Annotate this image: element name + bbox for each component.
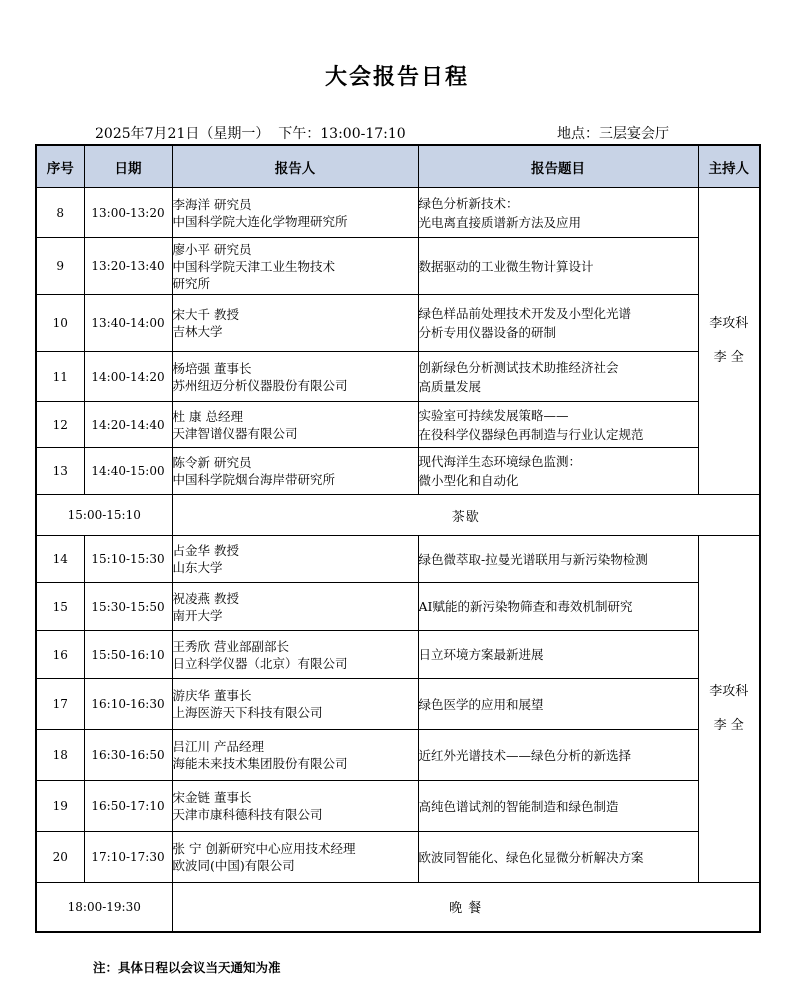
row-time: 14:40-15:00 (84, 448, 172, 495)
row-number: 10 (36, 295, 84, 352)
page-title: 大会报告日程 (324, 65, 469, 90)
schedule-row (36, 730, 760, 781)
schedule-row (36, 295, 760, 352)
col-header-speaker: 报告人 (172, 145, 418, 188)
row-speaker-line: 山东大学 (172, 560, 223, 575)
dinner-label: 晚 餐 (172, 883, 760, 932)
row-topic (418, 536, 698, 583)
row-speaker-line: 王秀欣 营业部副部长 (172, 638, 289, 654)
row-time: 13:20-13:40 (84, 238, 172, 295)
row-speaker (172, 295, 418, 352)
col-header-number: 序号 (36, 145, 84, 188)
row-topic-line: 实验室可持续发展策略—— (418, 407, 569, 423)
row-topic (418, 631, 698, 679)
row-speaker-line: 日立科学仪器（北京）有限公司 (172, 655, 348, 671)
row-speaker-line: 吕江川 产品经理 (172, 739, 264, 754)
row-topic (418, 295, 698, 352)
row-speaker-line: 海能未来技术集团股份有限公司 (172, 756, 348, 771)
row-topic-line: 绿色微萃取-拉曼光谱联用与新污染物检测 (418, 551, 648, 567)
row-time: 15:50-16:10 (84, 631, 172, 679)
row-topic-line: 微小型化和自动化 (418, 473, 519, 488)
row-speaker (172, 402, 418, 448)
row-topic (418, 238, 698, 295)
row-speaker (172, 536, 418, 583)
row-speaker-line: 宋金链 董事长 (172, 790, 252, 805)
row-speaker-line: 杨培强 董事长 (172, 360, 252, 376)
row-time: 13:00-13:20 (84, 188, 172, 238)
row-speaker-line: 上海医游天下科技有限公司 (172, 705, 323, 720)
row-topic-line: 数据驱动的工业微生物计算设计 (418, 258, 594, 274)
row-number: 11 (36, 352, 84, 402)
session-host-line: 李 全 (713, 350, 744, 365)
row-speaker-line: 欧波同(中国)有限公司 (172, 858, 295, 873)
schedule-row (36, 679, 760, 730)
row-topic-line: 现代海洋生态环境绿色监测： (418, 454, 582, 469)
schedule-row (36, 631, 760, 679)
session-host-line: 李攻科 (709, 684, 749, 699)
row-speaker (172, 188, 418, 238)
row-number: 12 (36, 402, 84, 448)
schedule-body (36, 188, 760, 932)
row-speaker-line: 中国科学院烟台海岸带研究所 (172, 472, 336, 487)
row-speaker (172, 583, 418, 631)
row-speaker (172, 631, 418, 679)
row-number: 9 (36, 238, 84, 295)
schedule-row (36, 352, 760, 402)
row-topic-line: AI赋能的新污染物筛查和毒效机制研究 (418, 599, 633, 614)
row-number: 20 (36, 832, 84, 883)
row-topic-line: 绿色医学的应用和展望 (418, 696, 544, 712)
row-number: 15 (36, 583, 84, 631)
row-speaker (172, 832, 418, 883)
row-speaker-line: 研究所 (172, 275, 211, 291)
row-time: 14:00-14:20 (84, 352, 172, 402)
session-host (698, 536, 760, 883)
row-number: 14 (36, 536, 84, 583)
row-speaker-line: 中国科学院大连化学物理研究所 (172, 213, 348, 229)
row-speaker-line: 宋大千 教授 (172, 307, 239, 322)
row-speaker-line: 陈令新 研究员 (172, 455, 252, 470)
row-speaker-line: 吉林大学 (172, 324, 223, 339)
row-topic (418, 679, 698, 730)
session-host-line: 李 全 (713, 718, 744, 733)
row-speaker-line: 廖小平 研究员 (172, 241, 252, 257)
schedule-table (35, 144, 761, 933)
row-topic (418, 583, 698, 631)
row-topic-line: 近红外光谱技术——绿色分析的新选择 (418, 747, 632, 763)
row-speaker (172, 730, 418, 781)
session-host-line: 李攻科 (709, 316, 749, 331)
header-row (36, 145, 760, 188)
row-speaker (172, 679, 418, 730)
row-topic-line: 高纯色谱试剂的智能制造和绿色制造 (418, 798, 619, 814)
row-speaker-line: 张 宁 创新研究中心应用技术经理 (172, 841, 356, 856)
schedule-row (36, 781, 760, 832)
row-topic-line: 光电离直接质谱新方法及应用 (418, 214, 582, 230)
row-topic (418, 352, 698, 402)
row-topic-line: 日立环境方案最新进展 (418, 647, 544, 662)
row-topic-line: 创新绿色分析测试技术助推经济社会 (418, 359, 619, 375)
row-time: 16:50-17:10 (84, 781, 172, 832)
row-number: 16 (36, 631, 84, 679)
row-time: 17:10-17:30 (84, 832, 172, 883)
row-topic (418, 781, 698, 832)
row-number: 13 (36, 448, 84, 495)
row-speaker-line: 天津智谱仪器有限公司 (172, 425, 298, 441)
row-topic-line: 欧波同智能化、绿色化显微分析解决方案 (418, 849, 644, 865)
row-topic-line: 高质量发展 (418, 378, 482, 394)
row-speaker-line: 杜 康 总经理 (172, 408, 243, 424)
row-time: 15:10-15:30 (84, 536, 172, 583)
row-topic-line: 绿色样品前处理技术开发及小型化光谱 (418, 306, 632, 321)
schedule-row (36, 402, 760, 448)
row-speaker-line: 中国科学院天津工业生物技术 (172, 258, 336, 274)
row-topic (418, 188, 698, 238)
tea-break-label: 茶歇 (172, 495, 760, 536)
footnote: 注：具体日程以会议当天通知为准 (93, 960, 281, 975)
date-time-line: 2025年7月21日（星期一） 下午：13:00-17:10 (95, 126, 406, 142)
row-speaker-line: 占金华 教授 (172, 543, 239, 558)
schedule-row (36, 536, 760, 583)
row-speaker-line: 祝凌燕 教授 (172, 590, 239, 606)
venue-line: 地点：三层宴会厅 (557, 126, 669, 142)
schedule-row (36, 448, 760, 495)
row-time: 16:10-16:30 (84, 679, 172, 730)
dinner-time: 18:00-19:30 (36, 883, 172, 932)
row-topic-line: 分析专用仪器设备的研制 (418, 325, 557, 340)
tea-break-row (36, 495, 760, 536)
row-speaker (172, 238, 418, 295)
row-time: 13:40-14:00 (84, 295, 172, 352)
row-topic (418, 730, 698, 781)
row-speaker-line: 李海洋 研究员 (172, 196, 252, 212)
row-number: 8 (36, 188, 84, 238)
row-time: 15:30-15:50 (84, 583, 172, 631)
row-time: 14:20-14:40 (84, 402, 172, 448)
row-speaker (172, 448, 418, 495)
row-speaker-line: 南开大学 (172, 607, 223, 623)
row-number: 17 (36, 679, 84, 730)
col-header-date: 日期 (84, 145, 172, 188)
row-speaker-line: 天津市康科德科技有限公司 (172, 807, 323, 822)
row-speaker-line: 苏州纽迈分析仪器股份有限公司 (172, 377, 348, 393)
row-time: 16:30-16:50 (84, 730, 172, 781)
row-topic-line: 绿色分析新技术： (418, 195, 519, 211)
row-speaker (172, 352, 418, 402)
row-topic (418, 448, 698, 495)
schedule-row (36, 188, 760, 238)
schedule-row (36, 238, 760, 295)
row-number: 19 (36, 781, 84, 832)
row-speaker (172, 781, 418, 832)
dinner-row (36, 883, 760, 932)
row-topic (418, 402, 698, 448)
row-topic (418, 832, 698, 883)
col-header-host: 主持人 (698, 145, 760, 188)
col-header-topic: 报告题目 (418, 145, 698, 188)
session-host (698, 188, 760, 495)
schedule-row (36, 583, 760, 631)
schedule-row (36, 832, 760, 883)
row-number: 18 (36, 730, 84, 781)
row-speaker-line: 游庆华 董事长 (172, 688, 252, 703)
row-topic-line: 在役科学仪器绿色再制造与行业认定规范 (418, 426, 644, 442)
tea-break-time: 15:00-15:10 (36, 495, 172, 536)
